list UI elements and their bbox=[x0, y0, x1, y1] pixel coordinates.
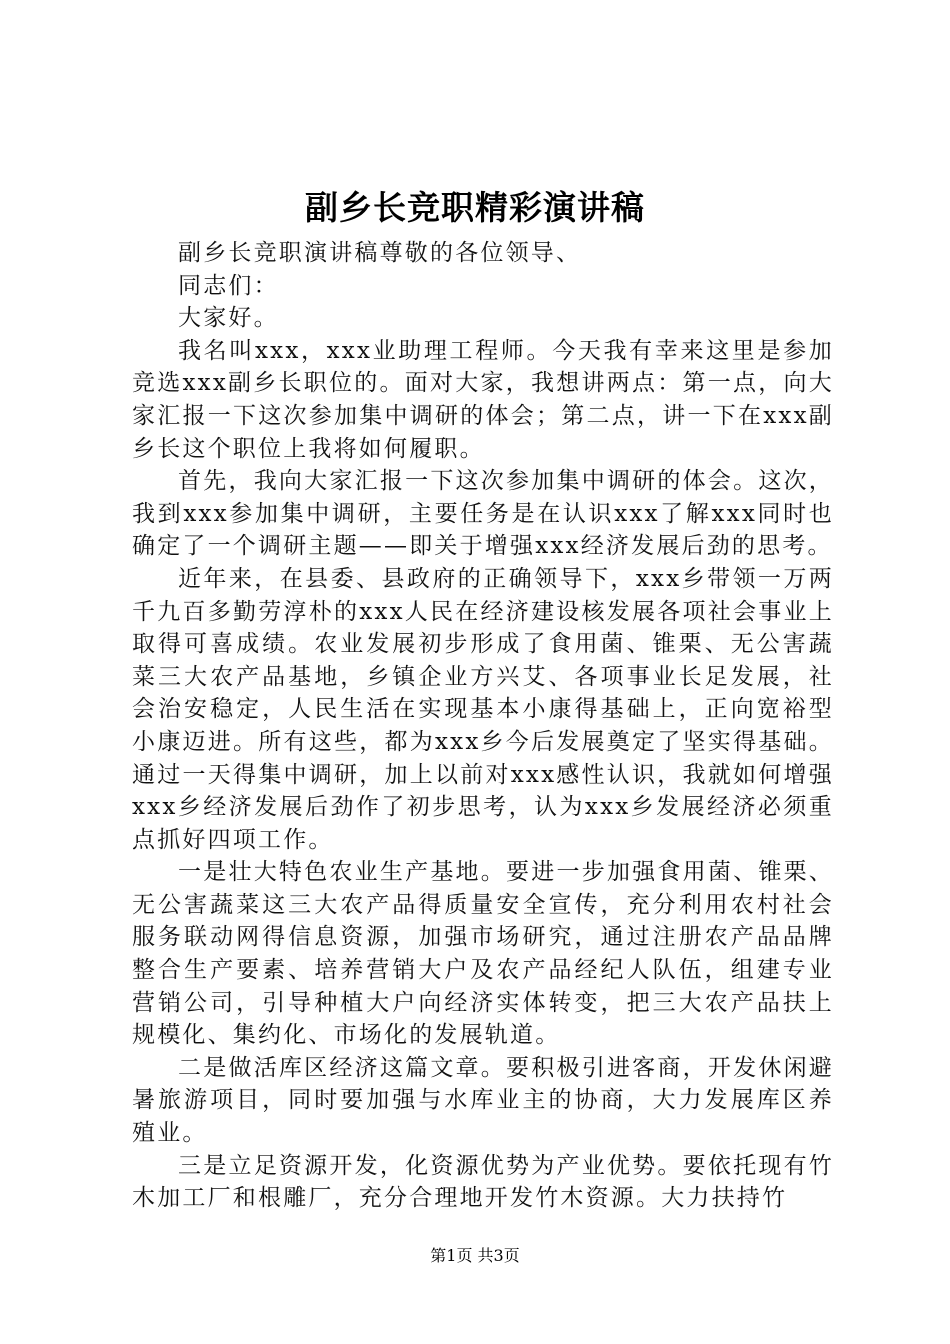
paragraph-recent-years: 近年来，在县委、县政府的正确领导下，xxx乡带领一万两千九百多勤劳淳朴的xxx人民在经济建设核发展各项社会事业上取得可喜成绩。农业发展初步形成了食用菌、锥栗、无公害蔬菜三大农产品基地，乡镇企业方兴艾、各项事业长足发展，社会治安稳定，人民生活在实现基本小康得基础上，正向宽裕型小康迈进。所有这些，都为xxx乡今后发展奠定了坚实得基础。通过一天得集中调研，加上以前对xxx感性认识，我就如何增强xxx乡经济发展后劲作了初步思考，认为xxx乡发展经济必须重点抓好四项工作。 bbox=[132, 565, 834, 853]
paragraph-salutation: 副乡长竞职演讲稿尊敬的各位领导、 bbox=[178, 240, 582, 266]
paragraph-comrades: 同志们： bbox=[178, 272, 279, 299]
paragraph-introduction: 我名叫xxx，xxx业助理工程师。今天我有幸来这里是参加竞选xxx副乡长职位的。面对大家，我想讲两点：第一点，向大家汇报一下这次参加集中调研的体会；第二点，讲一下在xxx副乡长这个职位上我将如何履职。 bbox=[132, 337, 834, 462]
paragraph-point-one: 一是壮大特色农业生产基地。要进一步加强食用菌、锥栗、无公害蔬菜这三大农产品得质量安全宣传，充分利用农村社会服务联动网得信息资源，加强市场研究，通过注册农产品品牌整合生产要素、培养营销大户及农产品经纪人队伍，组建专业营销公司，引导种植大户向经济实体转变，把三大农产品扶上规模化、集约化、市场化的发展轨道。 bbox=[132, 859, 834, 1049]
document-title: 副乡长竞职精彩演讲稿 bbox=[305, 188, 645, 227]
paragraph-point-two: 二是做活库区经济这篇文章。要积极引进客商，开发休闲避暑旅游项目，同时要加强与水库业主的协商，大力发展库区养殖业。 bbox=[132, 1054, 834, 1147]
page-number-footer: 第1页 共3页 bbox=[430, 1246, 520, 1265]
paragraph-research-report: 首先，我向大家汇报一下这次参加集中调研的体会。这次，我到xxx参加集中调研，主要任务是在认识xxx了解xxx同时也确定了一个调研主题——即关于增强xxx经济发展后劲的思考。 bbox=[132, 468, 834, 560]
paragraph-greeting: 大家好。 bbox=[178, 305, 279, 332]
paragraph-point-three: 三是立足资源开发，化资源优势为产业优势。要依托现有竹木加工厂和根雕厂，充分合理地开发竹木资源。大力扶持竹 bbox=[132, 1152, 834, 1212]
document-body bbox=[132, 237, 834, 1215]
